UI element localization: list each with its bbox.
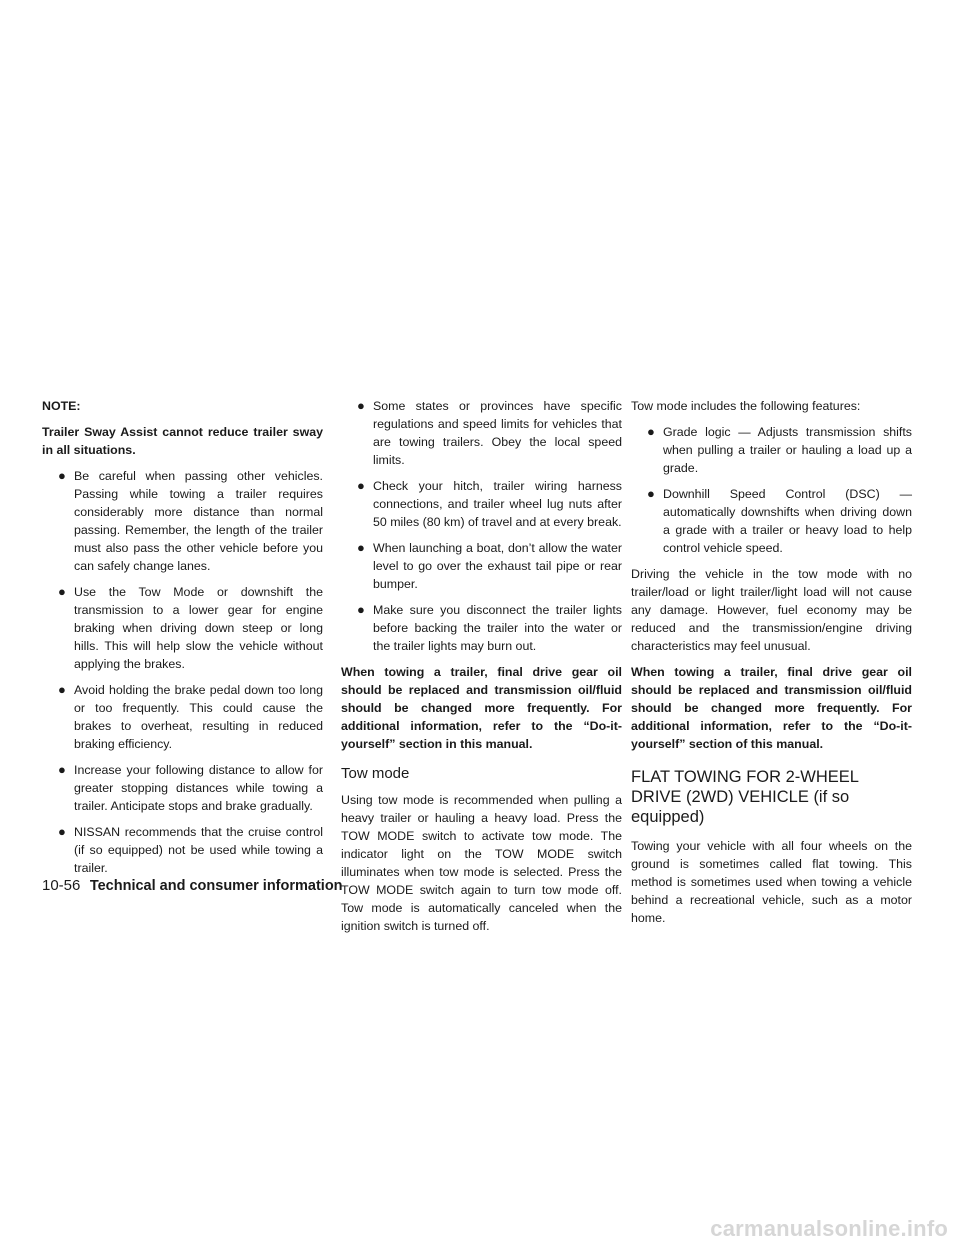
watermark: carmanualsonline.info — [710, 1216, 948, 1241]
left-column — [42, 397, 323, 885]
bullet-text: Avoid holding the brake pedal down too long or too frequently. This could cause the brakes to overheat, resulting in reduced braking efficiency. — [74, 683, 323, 751]
bullet-icon: ● — [58, 584, 66, 599]
list-item — [42, 681, 323, 753]
bullet-icon: ● — [647, 424, 655, 439]
middle-column — [341, 397, 622, 943]
page-number: 10-56 — [42, 877, 81, 894]
list-item — [341, 601, 622, 655]
bullet-text: Increase your following distance to allow for greater stopping distances while towing a trailer. Anticipate stops and brake gradually. — [74, 763, 323, 813]
gear-oil-note: When towing a trailer, final drive gear oil should be replaced and transmission oil/fluid should be changed more frequently. For additional information, refer to the “Do-it-yourself” section in this manual. — [341, 665, 622, 751]
bullet-text: Grade logic — Adjusts transmission shifts when pulling a trailer or hauling a load up a grade. — [663, 425, 912, 475]
page-footer — [42, 877, 343, 895]
list-item — [631, 423, 912, 477]
bullet-icon: ● — [357, 602, 365, 617]
list-item — [42, 583, 323, 673]
footer-section-title: Technical and consumer information — [89, 878, 343, 894]
tow-mode-paragraph: Using tow mode is recommended when pulling a heavy trailer or hauling a heavy load. Press the TOW MODE switch to activate tow mode. The indicator light on the TOW MODE switch illuminates when tow mode is selected. Press the TOW MODE switch again to turn tow mode off. Tow mode is automatically canceled when the ignition switch is turned off. — [341, 793, 622, 933]
note-label: NOTE: — [42, 399, 81, 413]
bullet-text: Be careful when passing other vehicles. Passing while towing a trailer requires considerably more distance than normal passing. Remember, the length of the trailer must also pass the other vehicle before you can safely change lanes. — [74, 469, 323, 573]
bullet-icon: ● — [58, 468, 66, 483]
bullet-text: Use the Tow Mode or downshift the transmission to a lower gear for engine braking when driving down steep or long hills. This will help slow the vehicle without applying the brakes. — [74, 585, 323, 671]
bullet-text: Downhill Speed Control (DSC) — automatically downshifts when driving down a grade with a trailer or heavy load to help control vehicle speed. — [663, 487, 912, 555]
bullet-icon: ● — [58, 762, 66, 777]
list-item — [42, 823, 323, 877]
bullet-text: NISSAN recommends that the cruise control (if so equipped) not be used while towing a trailer. — [74, 825, 323, 875]
list-item — [341, 477, 622, 531]
tow-mode-heading: Tow mode — [341, 765, 410, 782]
list-item — [341, 539, 622, 593]
bullet-icon: ● — [357, 478, 365, 493]
flat-towing-heading: FLAT TOWING FOR 2-WHEEL DRIVE (2WD) VEHICLE (if so equipped) — [631, 768, 859, 826]
bullet-icon: ● — [58, 682, 66, 697]
driving-note: Driving the vehicle in the tow mode with no trailer/load or light trailer/light load will not cause any damage. However, fuel economy may be reduced and the transmission/engine driving characteristics may feel unusual. — [631, 567, 912, 653]
right-column — [631, 397, 912, 935]
bullet-text: Some states or provinces have specific regulations and speed limits for vehicles that are towing trailers. Obey the local speed limits. — [373, 399, 622, 467]
bullet-text: Check your hitch, trailer wiring harness connections, and trailer wheel lug nuts after 50 miles (80 km) of travel and at every break. — [373, 479, 622, 529]
gear-oil-note: When towing a trailer, final drive gear oil should be replaced and transmission oil/fluid should be changed more frequently. For additional information, refer to the “Do-it-yourself” section of this manual. — [631, 665, 912, 751]
bullet-icon: ● — [58, 824, 66, 839]
list-item — [631, 485, 912, 557]
bullet-icon: ● — [357, 398, 365, 413]
list-item — [341, 397, 622, 469]
features-intro: Tow mode includes the following features: — [631, 399, 861, 413]
bullet-icon: ● — [647, 486, 655, 501]
bullet-icon: ● — [357, 540, 365, 555]
bullet-text: When launching a boat, don’t allow the water level to go over the exhaust tail pipe or rear bumper. — [373, 541, 622, 591]
trailer-sway-warning: Trailer Sway Assist cannot reduce trailer sway in all situations. — [42, 425, 323, 457]
bullet-text: Make sure you disconnect the trailer lights before backing the trailer into the water or the trailer lights may burn out. — [373, 603, 622, 653]
list-item — [42, 761, 323, 815]
flat-towing-paragraph: Towing your vehicle with all four wheels on the ground is sometimes called flat towing. This method is sometimes used when towing a vehicle behind a recreational vehicle, such as a motor home. — [631, 839, 912, 925]
list-item — [42, 467, 323, 575]
